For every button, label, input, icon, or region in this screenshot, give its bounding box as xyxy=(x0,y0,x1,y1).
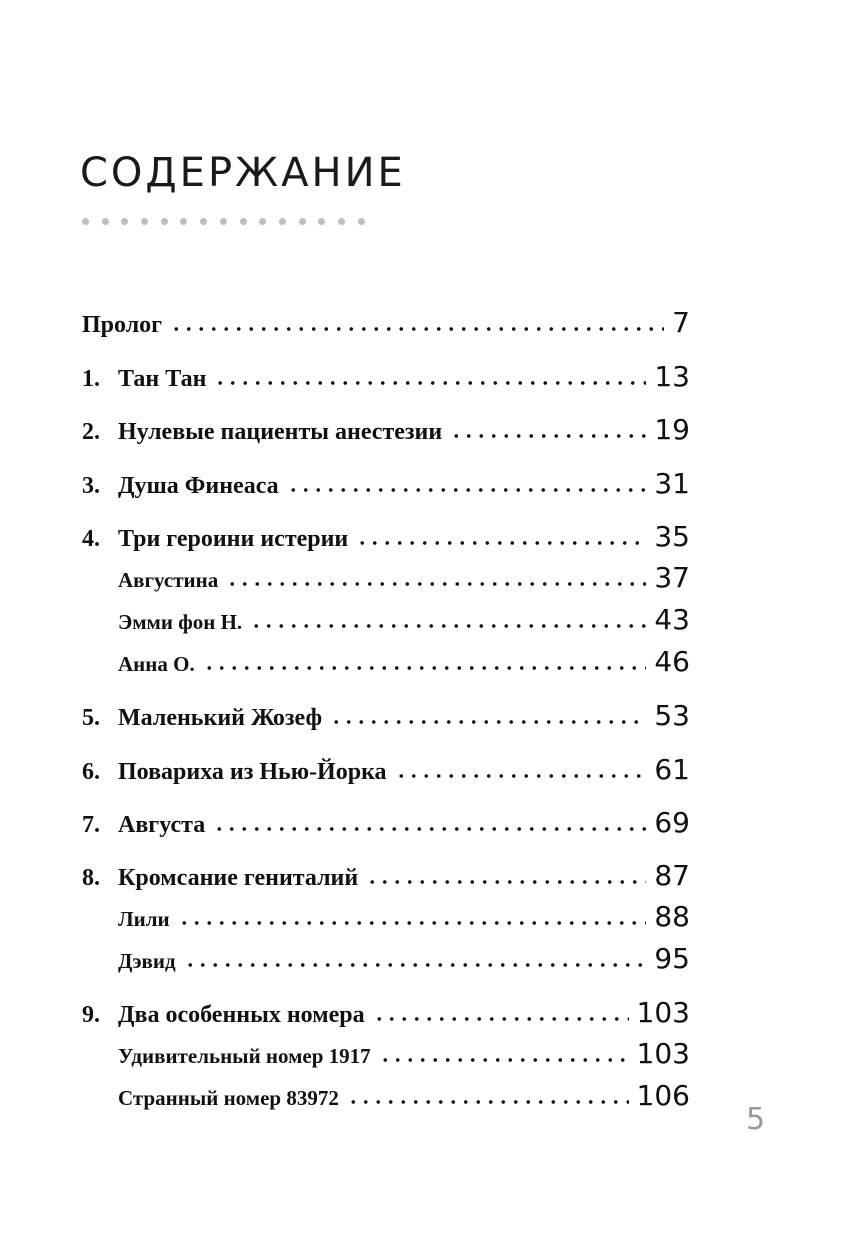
toc-entry-prolog[interactable] xyxy=(82,306,690,340)
divider-dot xyxy=(141,218,148,225)
toc-entry-title: Удивительный номер 1917 xyxy=(118,1044,371,1068)
heading-dotted-divider xyxy=(82,218,365,225)
toc-entry-number: 6. xyxy=(82,759,100,785)
dot-leader xyxy=(379,1058,629,1062)
toc-entry-title: Лили xyxy=(118,907,170,931)
divider-dot xyxy=(161,218,168,225)
dot-leader xyxy=(184,963,647,967)
toc-entry-number: 5. xyxy=(82,705,100,731)
toc-entry-page: 88 xyxy=(654,900,690,933)
dot-leader xyxy=(170,327,664,331)
dot-leader xyxy=(250,624,646,628)
toc-entry-page: 53 xyxy=(654,699,690,732)
toc-entry-title: Маленький Жозеф xyxy=(118,705,323,731)
divider-dot xyxy=(318,218,325,225)
divider-dot xyxy=(240,218,247,225)
toc-entry-page: 106 xyxy=(636,1079,690,1112)
toc-entry-page: 43 xyxy=(654,603,690,636)
toc-entry-title: Душа Финеаса xyxy=(118,473,279,499)
toc-entry-chapter-7[interactable] xyxy=(82,806,690,840)
toc-entry-page: 95 xyxy=(654,942,690,975)
toc-entry-title: Кромсание гениталий xyxy=(118,865,359,891)
toc-entry-page: 69 xyxy=(654,806,690,839)
toc-entry-number: 3. xyxy=(82,473,100,499)
toc-entry-page: 103 xyxy=(636,1037,690,1070)
dot-leader xyxy=(203,666,647,670)
toc-entry-number: 7. xyxy=(82,812,100,838)
divider-dot xyxy=(200,218,207,225)
toc-entry-chapter-3[interactable] xyxy=(82,467,690,501)
toc-entry-page: 31 xyxy=(654,467,690,500)
dot-leader xyxy=(178,921,647,925)
divider-dot xyxy=(180,218,187,225)
toc-entry-chapter-2[interactable] xyxy=(82,413,690,447)
dot-leader xyxy=(395,774,647,778)
toc-entry-title: Три героини истерии xyxy=(118,526,349,552)
toc-entry-number: 4. xyxy=(82,526,100,552)
page-number: 5 xyxy=(746,1102,766,1137)
toc-entry-chapter-5[interactable] xyxy=(82,699,690,733)
toc-entry-number: 8. xyxy=(82,865,100,891)
divider-dot xyxy=(338,218,345,225)
divider-dot xyxy=(358,218,365,225)
toc-entry-title: Пролог xyxy=(82,312,163,338)
toc-subentry-number-83972[interactable] xyxy=(118,1079,690,1113)
toc-subentry-lili[interactable] xyxy=(118,900,690,934)
toc-entry-number: 1. xyxy=(82,366,100,392)
toc-entry-page: 7 xyxy=(672,306,690,339)
toc-subentry-emmi[interactable] xyxy=(118,603,690,637)
toc-subentry-anna[interactable] xyxy=(118,645,690,679)
toc-entry-chapter-4[interactable] xyxy=(82,520,690,554)
toc-entry-chapter-8[interactable] xyxy=(82,859,690,893)
dot-leader xyxy=(213,827,646,831)
dot-leader xyxy=(373,1017,629,1021)
dot-leader xyxy=(287,488,647,492)
toc-entry-chapter-9[interactable] xyxy=(82,996,690,1030)
toc-entry-title: Два особенных номера xyxy=(118,1002,365,1028)
toc-entry-title: Дэвид xyxy=(118,949,176,973)
divider-dot xyxy=(299,218,306,225)
toc-entry-page: 103 xyxy=(636,996,690,1029)
toc-entry-title: Августина xyxy=(118,568,219,592)
toc-entry-number: 2. xyxy=(82,419,100,445)
toc-entry-page: 13 xyxy=(654,360,690,393)
divider-dot xyxy=(279,218,286,225)
toc-entry-chapter-1[interactable] xyxy=(82,360,690,394)
toc-entry-title: Нулевые пациенты анестезии xyxy=(118,419,443,445)
toc-entry-page: 35 xyxy=(654,520,690,553)
toc-subentry-number-1917[interactable] xyxy=(118,1037,690,1071)
toc-entry-title: Августа xyxy=(118,812,206,838)
toc-entry-title: Эмми фон Н. xyxy=(118,610,243,634)
toc-heading: СОДЕРЖАНИЕ xyxy=(80,150,406,196)
toc-entry-page: 37 xyxy=(654,561,690,594)
dot-leader xyxy=(347,1100,629,1104)
dot-leader xyxy=(356,541,646,545)
divider-dot xyxy=(121,218,128,225)
dot-leader xyxy=(226,582,646,586)
toc-entry-page: 19 xyxy=(654,413,690,446)
toc-entry-title: Анна О. xyxy=(118,652,195,676)
divider-dot xyxy=(82,218,89,225)
toc-entry-title: Повариха из Нью-Йорка xyxy=(118,759,387,785)
toc-subentry-david[interactable] xyxy=(118,942,690,976)
toc-entry-page: 61 xyxy=(654,753,690,786)
divider-dot xyxy=(102,218,109,225)
toc-entry-title: Тан Тан xyxy=(118,366,207,392)
toc-entry-page: 87 xyxy=(654,859,690,892)
toc-entry-title: Странный номер 83972 xyxy=(118,1086,339,1110)
toc-entry-chapter-6[interactable] xyxy=(82,753,690,787)
divider-dot xyxy=(259,218,266,225)
divider-dot xyxy=(220,218,227,225)
dot-leader xyxy=(330,720,646,724)
dot-leader xyxy=(214,381,646,385)
dot-leader xyxy=(450,434,646,438)
toc-entry-number: 9. xyxy=(82,1002,100,1028)
toc-subentry-avgustina[interactable] xyxy=(118,561,690,595)
dot-leader xyxy=(366,880,646,884)
toc-entry-page: 46 xyxy=(654,645,690,678)
